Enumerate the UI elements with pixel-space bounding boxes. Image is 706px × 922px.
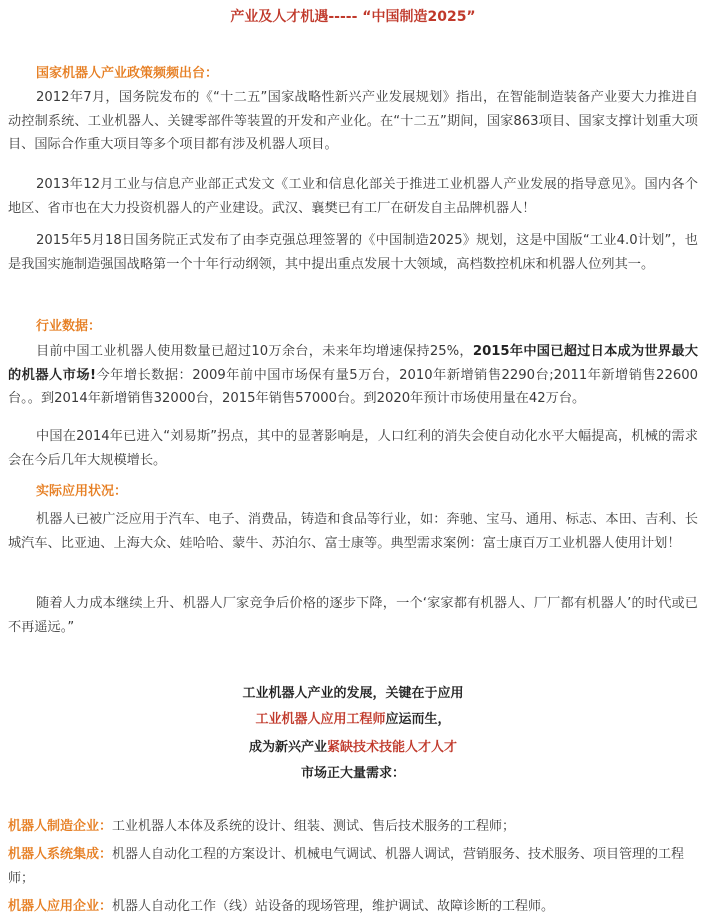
demand-label-integration: 机器人系统集成： <box>8 847 113 862</box>
demand-item-integration <box>8 843 700 891</box>
application-paragraph-2: 随着人力成本继续上升、机器人厂家竞争后价格的逐步下降，一个‘家家都有机器人、厂厂都有机器人’的时代或已不再遥远。” <box>8 596 698 635</box>
demand-text-application: 机器人自动化工作（线）站设备的现场管理，维护调试、故障诊断的工程师。 <box>112 899 555 914</box>
data-paragraph-1 <box>8 340 698 411</box>
center-line-3-a: 成为新兴产业 <box>248 740 327 755</box>
demand-label-manufacturing: 机器人制造企业： <box>8 819 113 834</box>
demand-item-manufacturing <box>8 815 700 839</box>
policy-paragraph-3: 2015年5月18日国务院正式发布了由李克强总理签署的《中国制造2025》规划，这是中国版“工业4.0计划”，也是我国实施制造强国战略第一个十年行动纲领，其中提出重点发展十大领域，高档数控机床和机器人位列其一。 <box>8 233 698 272</box>
section-heading-data: 行业数据： <box>36 319 102 334</box>
policy-paragraph-1: 2012年7月，国务院发布的《“十二五”国家战略性新兴产业发展规划》指出，在智能制造装备产业要大力推进自动控制系统、工业机器人、关键零部件等装置的开发和产业化。在“十二五”期间，国家863项目、国家支撑计划重大项目、国际合作重大项目等多个项目都有涉及机器人项目。 <box>8 90 698 152</box>
engineer-highlight: 工业机器人应用工程师 <box>255 712 386 727</box>
center-line-2 <box>0 708 706 727</box>
center-line-3 <box>0 736 706 755</box>
center-line-4: 市场正大量需求： <box>300 766 405 781</box>
center-line-2-rest: 应运而生， <box>385 712 451 727</box>
data-paragraph-2: 中国在2014年已进入“刘易斯”拐点，其中的显著影响是，人口红利的消失会使自动化水平大幅提高，机械的需求会在今后几年大规模增长。 <box>8 429 698 468</box>
center-line-1: 工业机器人产业的发展，关键在于应用 <box>242 686 464 701</box>
article-title: 产业及人才机遇----- “中国制造2025” <box>230 9 476 25</box>
section-heading-application: 实际应用状况： <box>36 484 128 499</box>
demand-item-application <box>8 895 700 919</box>
data-text-a: 目前中国工业机器人使用数量已超过10万余台，未来年均增速保持25%， <box>36 344 473 359</box>
section-heading-policy: 国家机器人产业政策频频出台： <box>36 66 219 81</box>
data-text-b: 今年增长数据：2009年前中国市场保有量5万台，2010年新增销售2290台;2011年新增销售22600台。。到2014年新增销售32000台，2015年销售57000台。到2020年预计市场使用量在42万台。 <box>8 367 698 406</box>
application-paragraph-1: 机器人已被广泛应用于汽车、电子、消费品，铸造和食品等行业，如：奔驰、宝马、通用、标志、本田、吉利、长城汽车、比亚迪、上海大众、娃哈哈、蒙牛、苏泊尔、富士康等。典型需求案例：富士康百万工业机器人使用计划！ <box>8 512 698 551</box>
talent-highlight: 紧缺技术技能人才人才 <box>327 740 458 755</box>
demand-text-manufacturing: 工业机器人本体及系统的设计、组装、测试、售后技术服务的工程师； <box>112 819 516 834</box>
demand-text-integration: 机器人自动化工程的方案设计、机械电气调试、机器人调试，营销服务、技术服务、项目管理的工程师； <box>8 847 685 886</box>
demand-label-application: 机器人应用企业： <box>8 899 113 914</box>
data-highlight: 2015年中国已超过日本成为世界最大的机器人市场! <box>8 344 698 383</box>
policy-paragraph-2: 2013年12月工业与信息产业部正式发文《工业和信息化部关于推进工业机器人产业发展的指导意见》。国内各个地区、省市也在大力投资机器人的产业建设。武汉、襄樊已有工厂在研发自主品牌机器人！ <box>8 177 698 216</box>
